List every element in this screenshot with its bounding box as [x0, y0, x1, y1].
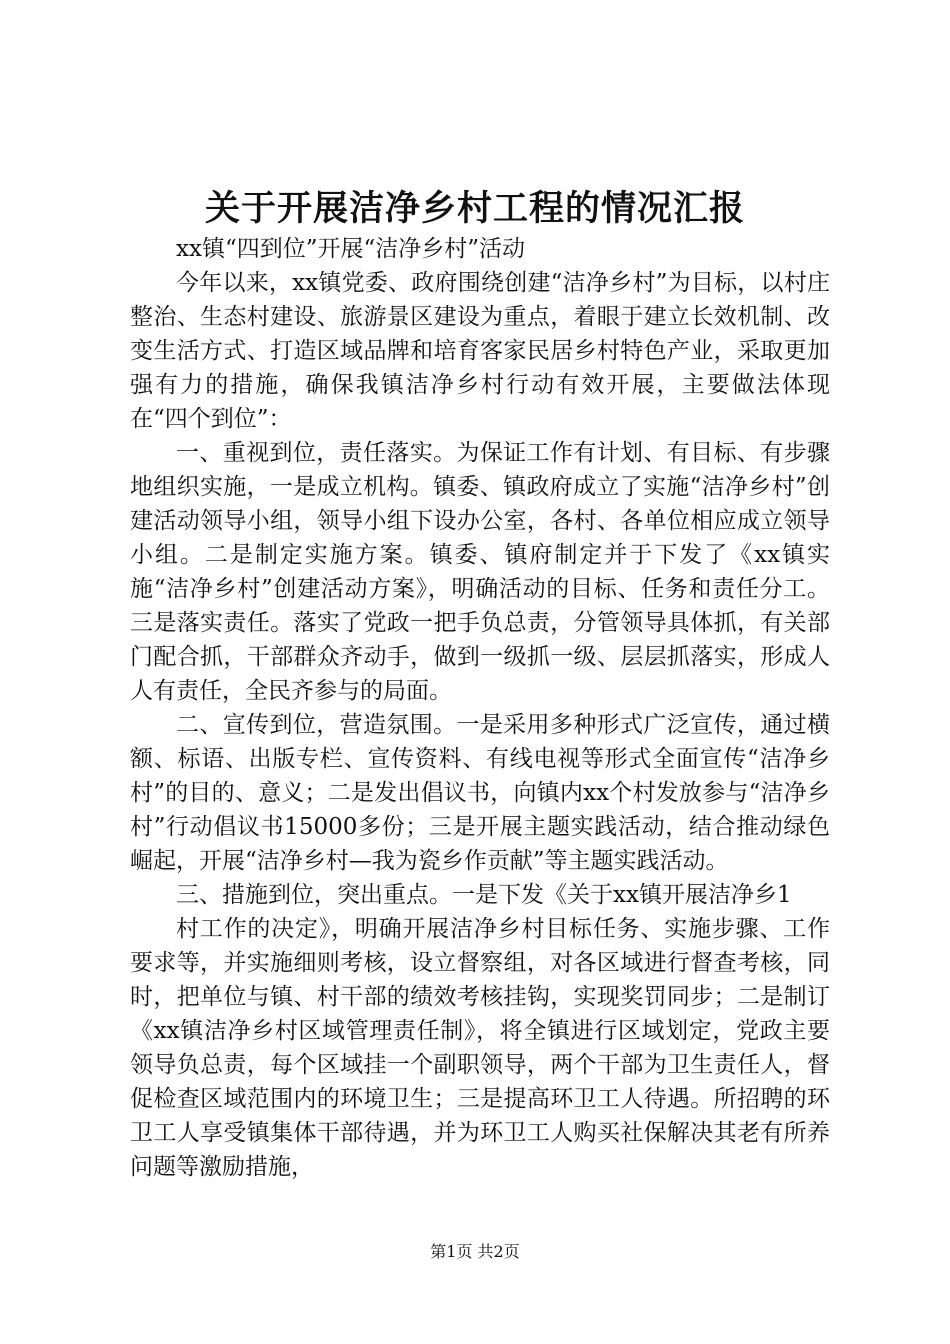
document-body — [130, 232, 830, 1184]
intro-paragraph: 今年以来，xx镇党委、政府围绕创建“洁净乡村”为目标，以村庄整治、生态村建设、旅游景区建设为重点，着眼于建立长效机制、改变生活方式、打造区域品牌和培育客家民居乡村特色产业，采取更加强有力的措施，确保我镇洁净乡村行动有效开展，主要做法体现在“四个到位”： — [130, 270, 830, 432]
document-title: 关于开展洁净乡村工程的情况汇报 — [204, 189, 745, 229]
continuation-paragraph: 村工作的决定》，明确开展洁净乡村目标任务、实施步骤、工作要求等，并实施细则考核，设立督察组，对各区域进行督查考核，同时，把单位与镇、村干部的绩效考核挂钩，实现奖罚同步；二是制订《xx镇洁净乡村区域管理责任制》，将全镇进行区域划定，党政主要领导负总责，每个区域挂一个副职领导，两个干部为卫生责任人，督促检查区域范围内的环境卫生；三是提高环卫工人待遇。所招聘的环卫工人享受镇集体干部待遇，并为环卫工人购买社保解决其老有所养问题等激励措施， — [130, 916, 830, 1180]
subtitle-paragraph: xx镇“四到位”开展“洁净乡村”活动 — [176, 236, 525, 262]
section-one-paragraph: 一、重视到位，责任落实。为保证工作有计划、有目标、有步骤地组织实施，一是成立机构。镇委、镇政府成立了实施“洁净乡村”创建活动领导小组，领导小组下设办公室，各村、各单位相应成立领导小组。二是制定实施方案。镇委、镇府制定并于下发了《xx镇实施“洁净乡村”创建活动方案》，明确活动的目标、任务和责任分工。三是落实责任。落实了党政一把手负总责，分管领导具体抓，有关部门配合抓，干部群众齐动手，做到一级抓一级、层层抓落实，形成人人有责任，全民齐参与的局面。 — [130, 440, 830, 704]
section-two-paragraph: 二、宣传到位，营造氛围。一是采用多种形式广泛宣传，通过横额、标语、出版专栏、宣传资料、有线电视等形式全面宣传“洁净乡村”的目的、意义；二是发出倡议书，向镇内xx个村发放参与“洁净乡村”行动倡议书15000多份；三是开展主题实践活动，结合推动绿色崛起，开展“洁净乡村—我为瓷乡作贡献”等主题实践活动。 — [130, 712, 830, 874]
section-three-paragraph: 三、措施到位，突出重点。一是下发《关于xx镇开展洁净乡1 — [176, 882, 792, 908]
page-number-footer: 第1页 共2页 — [430, 1242, 520, 1261]
